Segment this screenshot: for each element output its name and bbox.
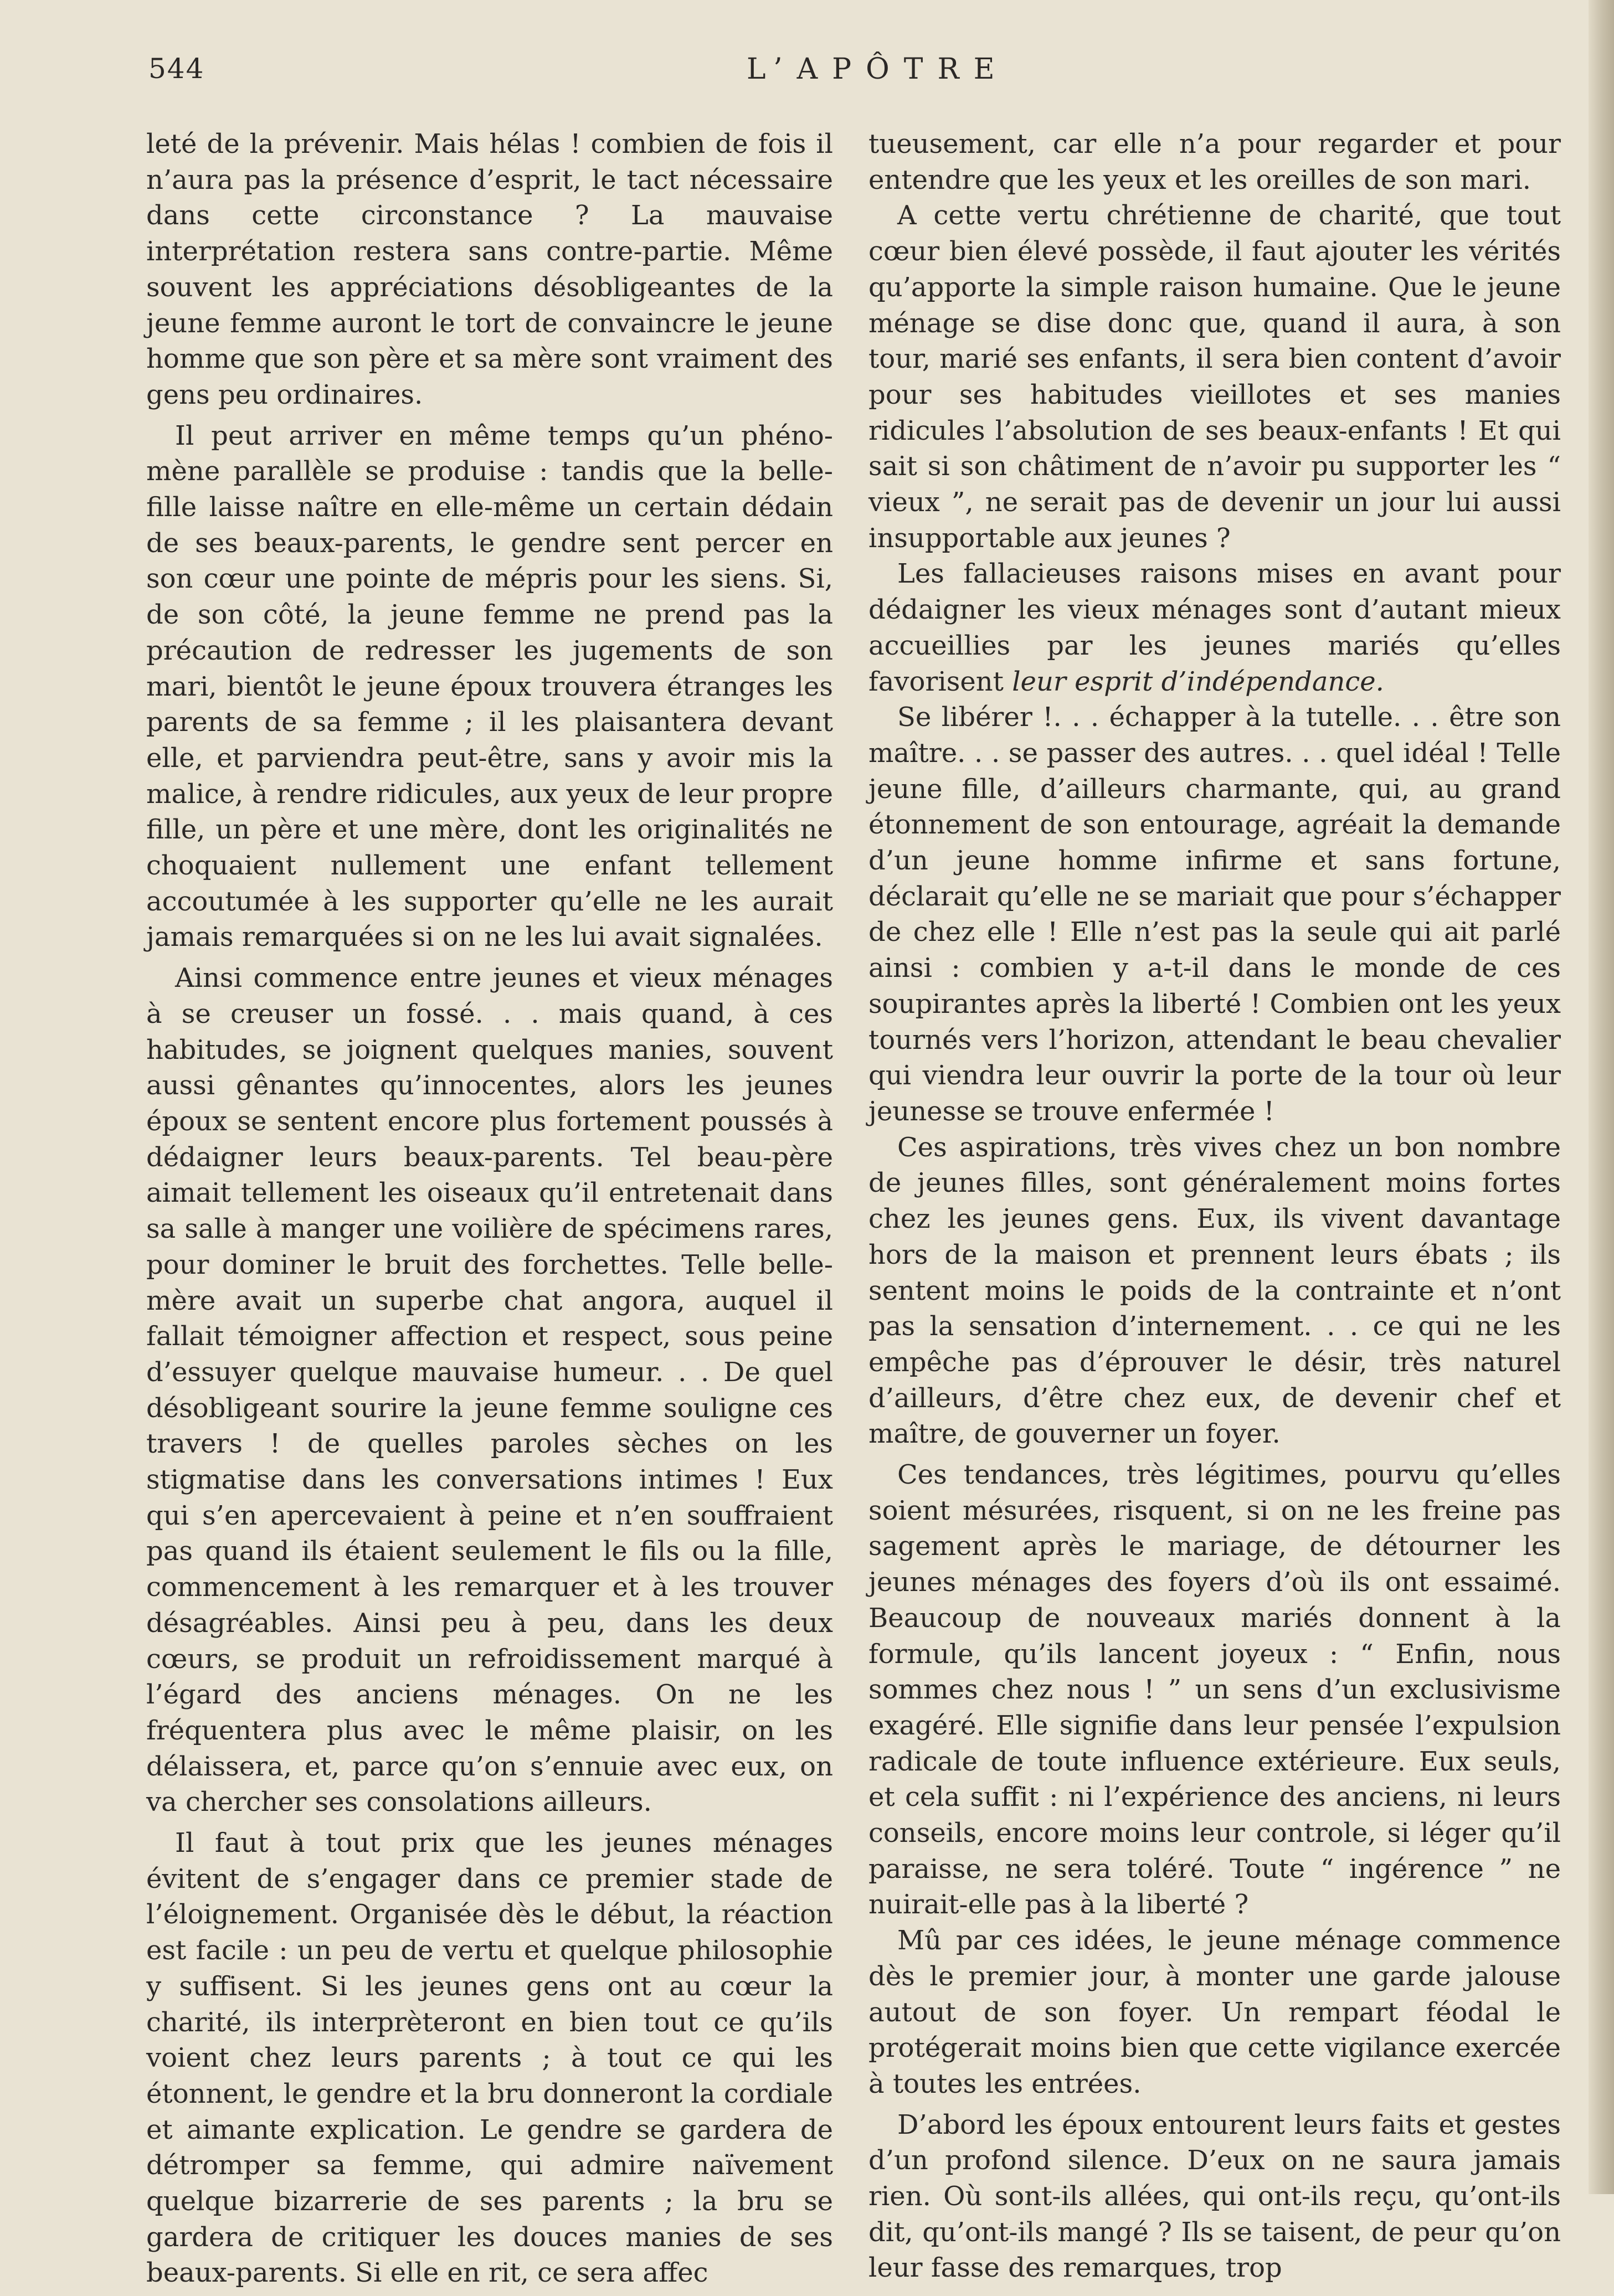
paragraph: Ainsi commence entre jeunes et vieux ménages à se creuser un fossé. . . mais quand, à ces habitudes, se joignent quelques manies, souvent aussi gênantes qu’innocentes, alors les jeunes époux se sentent encore plus fortement poussés à dédaigner leurs beaux-parents. Tel beau-père aimait tellement les oiseaux qu’il entretenait dans sa salle à manger une voilière de spécimens rares, pour dominer le bruit des forchettes. Telle belle-mère avait un superbe chat angora, auquel il fallait témoigner affection et respect, sous peine d’essuyer quelque mauvaise humeur. . . De quel désobligeant sourire la jeune femme souligne ces travers ! de quelles paroles sèches on les stigmatise dans les conversations intimes ! Eux qui s’en apercevaient à peine et n’en souffraient pas quand ils étaient seulement le fils ou la fille, commencement à les remarquer et à les trouver désagréables. Ainsi peu à peu, dans les deux cœurs, se produit un refroidissement marqué à l’égard des anciens ménages. On ne les fréquentera plus avec le même plaisir, on les délaissera, et, parce qu’on s’ennuie avec eux, on va chercher ses consolations ailleurs.	[146, 962, 833, 1818]
right-column	[868, 126, 1561, 2291]
page-header	[148, 53, 1566, 102]
paragraph: Se libérer !. . . échapper à la tutelle. . . être son maître. . . se passer des autres. . . quel idéal ! Telle jeune fille, d’ailleurs charmante, qui, au grand étonnement de son entourage, agréait la demande d’un jeune homme infirme et sans fortune, déclarait qu’elle ne se mariait que pour s’échapper de chez elle ! Elle n’est pas la seule qui ait parlé ainsi : combien y a-t-il dans le monde de ces soupirantes après la liberté ! Combien ont les yeux tournés vers l’horizon, attendant le beau chevalier qui viendra leur ouvrir la porte de la tour où leur jeunesse se trouve enfermée !	[868, 702, 1561, 1127]
paragraph: Il faut à tout prix que les jeunes ménages évitent de s’engager dans ce premier stade de l’éloignement. Organisée dès le début, la réaction est facile : un peu de vertu et quelque philosophie y suffisent. Si les jeunes gens ont au cœur la charité, ils interprèteront en bien tout ce qu’ils voient chez leurs parents ; à tout ce qui les étonnent, le gendre et la bru donneront la cordiale et aimante explication. Le gendre se gardera de détromper sa femme, qui admire naïvement quelque bizarrerie de ses parents ; la bru se gardera de critiquer les douces manies de ses beaux-parents. Si elle en rit, ce sera affec	[146, 1827, 833, 2289]
paragraph-text: Les fallacieuses raisons mises en avant pour dédaigner les vieux ménages sont d’autant mieux accueillies par les jeunes mariés qu’elles favorisent	[868, 558, 1561, 697]
page-edge-shadow	[1589, 0, 1614, 2194]
paragraph: Mû par ces idées, le jeune ménage commence dès le premier jour, à monter une garde jalouse autout de son foyer. Un rempart féodal le protégerait moins bien que cette vigilance exercée à toutes les entrées.	[868, 1925, 1561, 2099]
left-column	[146, 126, 833, 2296]
paragraph: D’abord les époux entourent leurs faits et gestes d’un profond silence. D’eux on ne saura jamais rien. Où sont-ils allées, qui ont-ils reçu, qu’ont-ils dit, qu’ont-ils mangé ? Ils se taisent, de peur qu’on leur fasse des remarques, trop	[868, 2109, 1561, 2284]
running-title: L’APÔTRE	[747, 53, 1009, 86]
paragraph: leté de la prévenir. Mais hélas ! combien de fois il n’aura pas la présence d’esprit, le tact nécessaire dans cette circonstance ? La mauvaise interprétation restera sans contre-partie. Même souvent les appréciations désobligeantes de la jeune femme auront le tort de convaincre le jeune homme que son père et sa mère sont vraiment des gens peu ordinaires.	[146, 128, 833, 410]
paragraph	[868, 556, 1561, 699]
paragraph: Ces tendances, très légitimes, pourvu qu’elles soient mésurées, risquent, si on ne les freine pas sagement après le mariage, de détourner les jeunes ménages des foyers d’où ils ont essaimé. Beaucoup de nouveaux mariés donnent à la formule, qu’ils lancent joyeux : “ Enfin, nous sommes chez nous ! ” un sens d’un exclusivisme exagéré. Elle signifie dans leur pensée l’expulsion radicale de toute influence extérieure. Eux seuls, et cela suffit : ni l’expérience des anciens, ni leurs conseils, encore moins leur controle, si léger qu’il paraisse, ne sera toléré. Toute “ ingérence ” ne nuirait-elle pas à la liberté ?	[868, 1459, 1561, 1921]
paragraph: Ces aspirations, très vives chez un bon nombre de jeunes filles, sont généralement moins fortes chez les jeunes gens. Eux, ils vivent davantage hors de la maison et prennent leurs ébats ; ils sentent moins le poids de la contrainte et n’ont pas la sensation d’internement. . . ce qui ne les empêche pas d’éprouver le désir, très naturel d’ailleurs, d’être chez eux, de devenir chef et maître, de gouverner un foyer.	[868, 1131, 1561, 1450]
paragraph: A cette vertu chrétienne de charité, que tout cœur bien élevé possède, il faut ajouter les vérités qu’apporte la simple raison humaine. Que le jeune ménage se dise donc que, quand il aura, à son tour, marié ses enfants, il sera bien content d’avoir pour ses habitudes vieillotes et ses manies ridicules l’absolution de ses beaux-enfants ! Et qui sait si son châtiment de n’avoir pu supporter les “ vieux ”, ne serait pas de devenir un jour lui aussi insupportable aux jeunes ?	[868, 200, 1561, 554]
paragraph: tueusement, car elle n’a pour regarder et pour entendre que les yeux et les oreilles de son mari.	[868, 128, 1561, 195]
paragraph: Il peut arriver en même temps qu’un phénomène parallèle se produise : tandis que la belle-fille laisse naître en elle-même un certain dédain de ses beaux-parents, le gendre sent percer en son cœur une pointe de mépris pour les siens. Si, de son côté, la jeune femme ne prend pas la précaution de redresser les jugements de son mari, bientôt le jeune époux trouvera étranges les parents de sa femme ; il les plaisantera devant elle, et parviendra peut-être, sans y avoir mis la malice, à rendre ridicules, aux yeux de leur propre fille, un père et une mère, dont les originalités ne choquaient nullement une enfant tellement accoutumée à les supporter qu’elle ne les aurait jamais remarquées si on ne les lui avait signalées.	[146, 420, 833, 953]
italic-phrase: leur esprit d’indépendance.	[1012, 666, 1384, 697]
page-number: 544	[148, 53, 205, 85]
